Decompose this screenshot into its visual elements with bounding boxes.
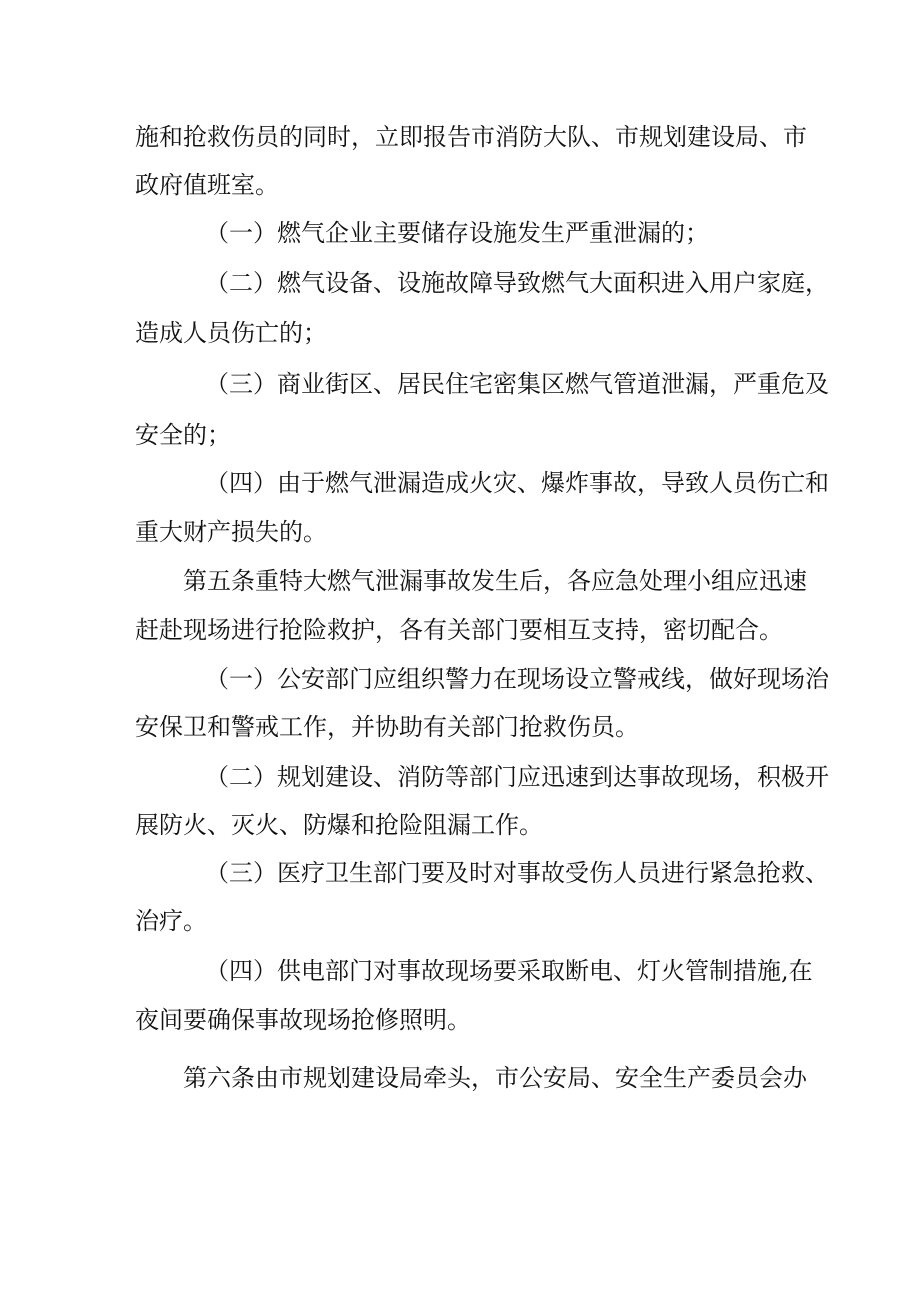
text-line: （四）供电部门对事故现场要采取断电、灯火管制措施,在 bbox=[205, 957, 813, 985]
text-line: （一）公安部门应组织警力在现场设立警戒线，做好现场治 bbox=[205, 665, 829, 693]
text-line: 治疗。 bbox=[135, 907, 207, 935]
text-line: （三）商业街区、居民住宅密集区燃气管道泄漏，严重危及 bbox=[205, 370, 829, 398]
text-line: 赶赴现场进行抢险救护，各有关部门要相互支持，密切配合。 bbox=[135, 616, 783, 644]
text-line: 展防火、灭火、防爆和抢险阻漏工作。 bbox=[135, 811, 543, 839]
text-line: 安保卫和警戒工作，并协助有关部门抢救伤员。 bbox=[135, 713, 639, 741]
text-line: 重大财产损失的。 bbox=[135, 518, 327, 546]
text-line: 安全的； bbox=[135, 421, 231, 449]
text-line: （二）燃气设备、设施故障导致燃气大面积进入用户家庭， bbox=[205, 269, 829, 297]
text-line: 造成人员伤亡的； bbox=[135, 319, 327, 347]
text-line: （四）由于燃气泄漏造成火灾、爆炸事故，导致人员伤亡和 bbox=[205, 469, 829, 497]
text-line: 第五条重特大燃气泄漏事故发生后，各应急处理小组应迅速 bbox=[183, 567, 807, 595]
text-line: 政府值班室。 bbox=[135, 171, 279, 199]
text-line: （三）医疗卫生部门要及时对事故受伤人员进行紧急抢救、 bbox=[205, 859, 829, 887]
text-line: 施和抢救伤员的同时，立即报告市消防大队、市规划建设局、市 bbox=[135, 123, 807, 151]
text-line: 夜间要确保事故现场抢修照明。 bbox=[135, 1006, 471, 1034]
text-line: （二）规划建设、消防等部门应迅速到达事故现场，积极开 bbox=[205, 763, 829, 791]
text-line: 第六条由市规划建设局牵头，市公安局、安全生产委员会办 bbox=[183, 1064, 807, 1092]
text-line: （一）燃气企业主要储存设施发生严重泄漏的； bbox=[205, 219, 709, 247]
